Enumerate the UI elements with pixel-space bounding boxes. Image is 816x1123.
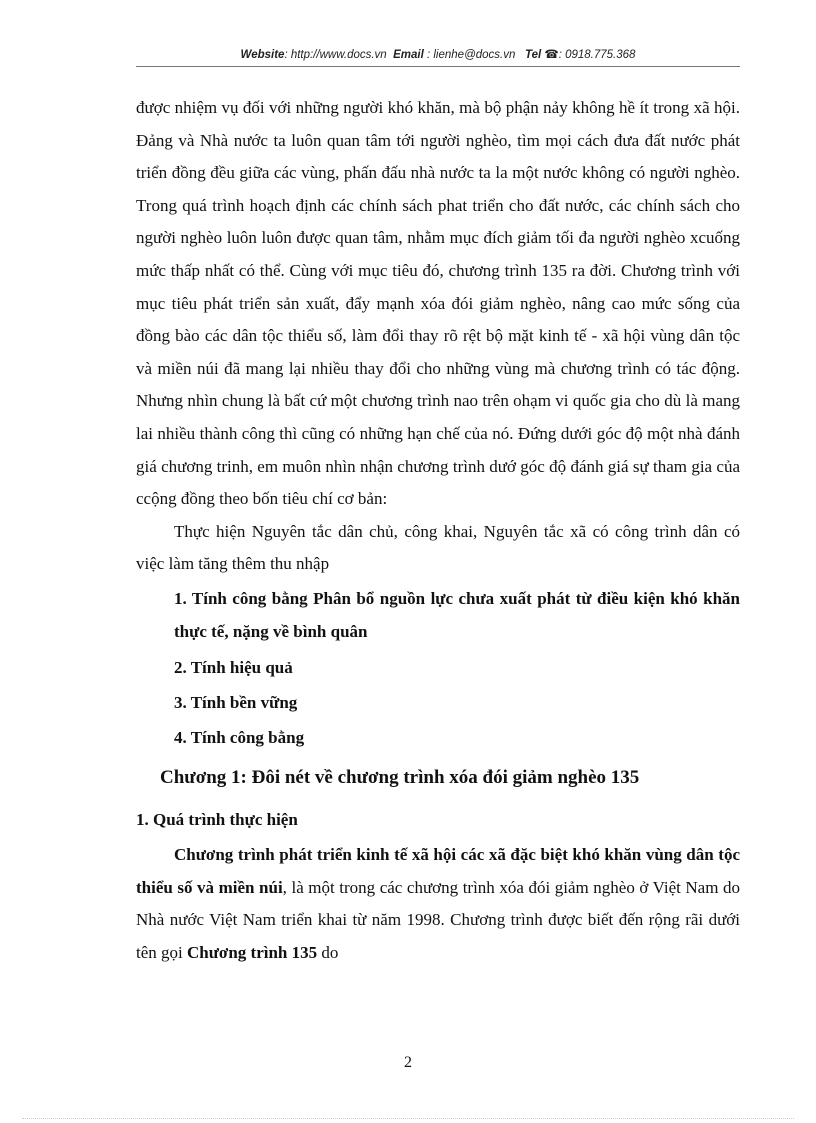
criterion-1: 1. Tính công bằng Phân bổ nguồn lực chưa xuất phát từ điều kiện khó khăn thực tế, nặng về bình quân [174, 588, 740, 641]
footer-divider [22, 1118, 794, 1119]
program-name: Chương trình phát triển kinh tế xã hội các xã đặc biệt khó khăn vùng dân tộc thiểu số và miền núi [136, 845, 740, 897]
section-title: 1. Quá trình thực hiện [136, 810, 298, 830]
email-label: Email [393, 49, 424, 61]
criterion-2: 2. Tính hiệu quả [174, 658, 293, 678]
header-divider [136, 66, 740, 67]
page-number: 2 [404, 1054, 412, 1071]
criterion-4: 4. Tính công bằng [174, 728, 305, 748]
page-header [136, 47, 740, 61]
paragraph-program [136, 839, 740, 969]
page-body [136, 92, 740, 969]
program-short-name: Chương trình 135 [187, 942, 318, 962]
paragraph-principles: Thực hiện Nguyên tắc dân chủ, công khai, Nguyên tắc xã có công trình dân có việc làm tăng thêm thu nhập [136, 521, 740, 574]
chapter-title: Chương 1: Đôi nét về chương trình xóa đói giảm nghèo 135 [160, 767, 640, 789]
criterion-3: 3. Tính bền vững [174, 693, 298, 713]
tel-value: : 0918.775.368 [558, 49, 636, 61]
program-description: , là một trong các chương trình xóa đói giảm nghèo ở Việt Nam do Nhà nước Việt Nam triển khai từ năm 1998. Chương trình được biết đến rộng rãi dưới tên gọi [136, 877, 740, 962]
tel-label: Tel [524, 49, 542, 61]
email-value: : lienhe@docs.vn [426, 49, 516, 61]
telephone-icon: ☎ [544, 49, 559, 61]
website-label: Website [240, 49, 285, 61]
website-value: : http://www.docs.vn [284, 49, 387, 61]
paragraph-intro: được nhiệm vụ đối với những người khó khăn, mà bộ phận nảy không hề ít trong xã hội. Đảng và Nhà nước ta luôn quan tâm tới người nghèo, tìm mọi cách đưa đất nước phát triển đồng đều giữa các vùng, phấn đấu nhà nước ta la một nước không có người nghèo. Trong quá trình hoạch định các chính sách phat triển cho đất nước, các chính sách cho người nghèo luôn luôn được quan tâm, nhằm mục đích giảm tối đa người nghèo xcuống mức thấp nhất có thể. Cùng với mục tiêu đó, chương trình 135 ra đời. Chương trình với mục tiêu phát triển sản xuất, đẩy mạnh xóa đói giảm nghèo, nâng cao mức sống của đồng bào các dân tộc thiểu số, làm đổi thay rõ rệt bộ mặt kinh tế - xã hội vùng dân tộc và miền núi đã mang lại nhiều thay đổi cho những vùng mà chương trình có tác động. Nhưng nhìn chung là bất cứ một chương trình nao trên ohạm vi quốc gia cho dù là mang lai nhiều thành công thì cũng có những hạn chế của nó. Đứng dưới góc độ một nhà đánh giá chương trinh, em muôn nhìn nhận chương trình dướ góc độ đánh giá sự tham gia của ccộng đồng theo bốn tiêu chí cơ bản: [136, 98, 740, 509]
program-continuation: do [317, 942, 339, 962]
